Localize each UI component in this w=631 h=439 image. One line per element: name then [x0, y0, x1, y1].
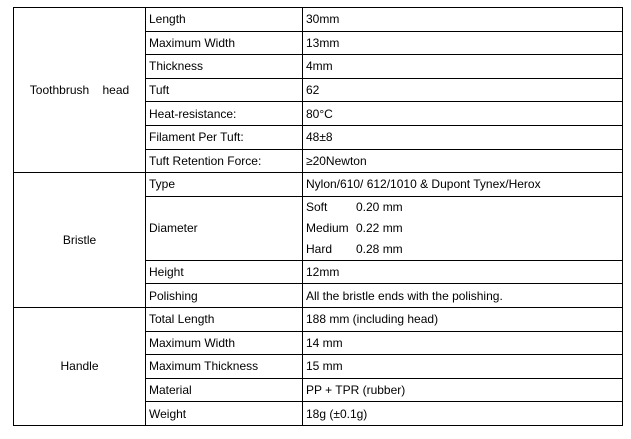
table-row	[14, 8, 623, 32]
table-row	[14, 173, 623, 197]
diameter-grade: Medium	[306, 220, 349, 235]
row-label: Maximum Width	[146, 331, 303, 355]
row-label: Total Length	[146, 307, 303, 331]
diameter-line	[306, 239, 622, 260]
row-label: Diameter	[146, 196, 303, 260]
row-label: Height	[146, 260, 303, 284]
row-value: 48±8	[303, 125, 623, 149]
row-label: Filament Per Tuft:	[146, 125, 303, 149]
row-value: 12mm	[303, 260, 623, 284]
group-label-bristle: Bristle	[14, 173, 146, 308]
row-label: Tuft Retention Force:	[146, 149, 303, 173]
row-label: Weight	[146, 402, 303, 426]
diameter-grade: Hard	[306, 241, 333, 256]
row-value: 13mm	[303, 31, 623, 55]
diameter-grade: Soft	[306, 199, 328, 214]
row-value: 4mm	[303, 55, 623, 79]
row-label: Type	[146, 173, 303, 197]
row-label: Maximum Width	[146, 31, 303, 55]
group-label-head: Toothbrush head	[14, 8, 146, 173]
row-value: All the bristle ends with the polishing.	[303, 284, 623, 308]
row-label: Thickness	[146, 55, 303, 79]
diameter-values	[303, 196, 623, 260]
row-value: 14 mm	[303, 331, 623, 355]
row-label: Material	[146, 378, 303, 402]
diameter-size: 0.22 mm	[356, 220, 403, 235]
row-value: 188 mm (including head)	[303, 307, 623, 331]
diameter-line	[306, 197, 622, 218]
diameter-size: 0.20 mm	[356, 199, 403, 214]
diameter-size: 0.28 mm	[356, 241, 403, 256]
row-value: 18g (±0.1g)	[303, 402, 623, 426]
row-label: Heat-resistance:	[146, 102, 303, 126]
row-label: Tuft	[146, 78, 303, 102]
row-value: PP + TPR (rubber)	[303, 378, 623, 402]
row-label: Length	[146, 8, 303, 32]
row-value: 62	[303, 78, 623, 102]
row-value: ≥20Newton	[303, 149, 623, 173]
row-label: Maximum Thickness	[146, 355, 303, 379]
table-row	[14, 307, 623, 331]
row-label: Polishing	[146, 284, 303, 308]
row-value: Nylon/610/ 612/1010 & Dupont Tynex/Herox	[303, 173, 623, 197]
spec-table	[13, 7, 623, 426]
diameter-line	[306, 218, 622, 239]
group-label-handle: Handle	[14, 307, 146, 425]
row-value: 80°C	[303, 102, 623, 126]
row-value: 15 mm	[303, 355, 623, 379]
row-value: 30mm	[303, 8, 623, 32]
